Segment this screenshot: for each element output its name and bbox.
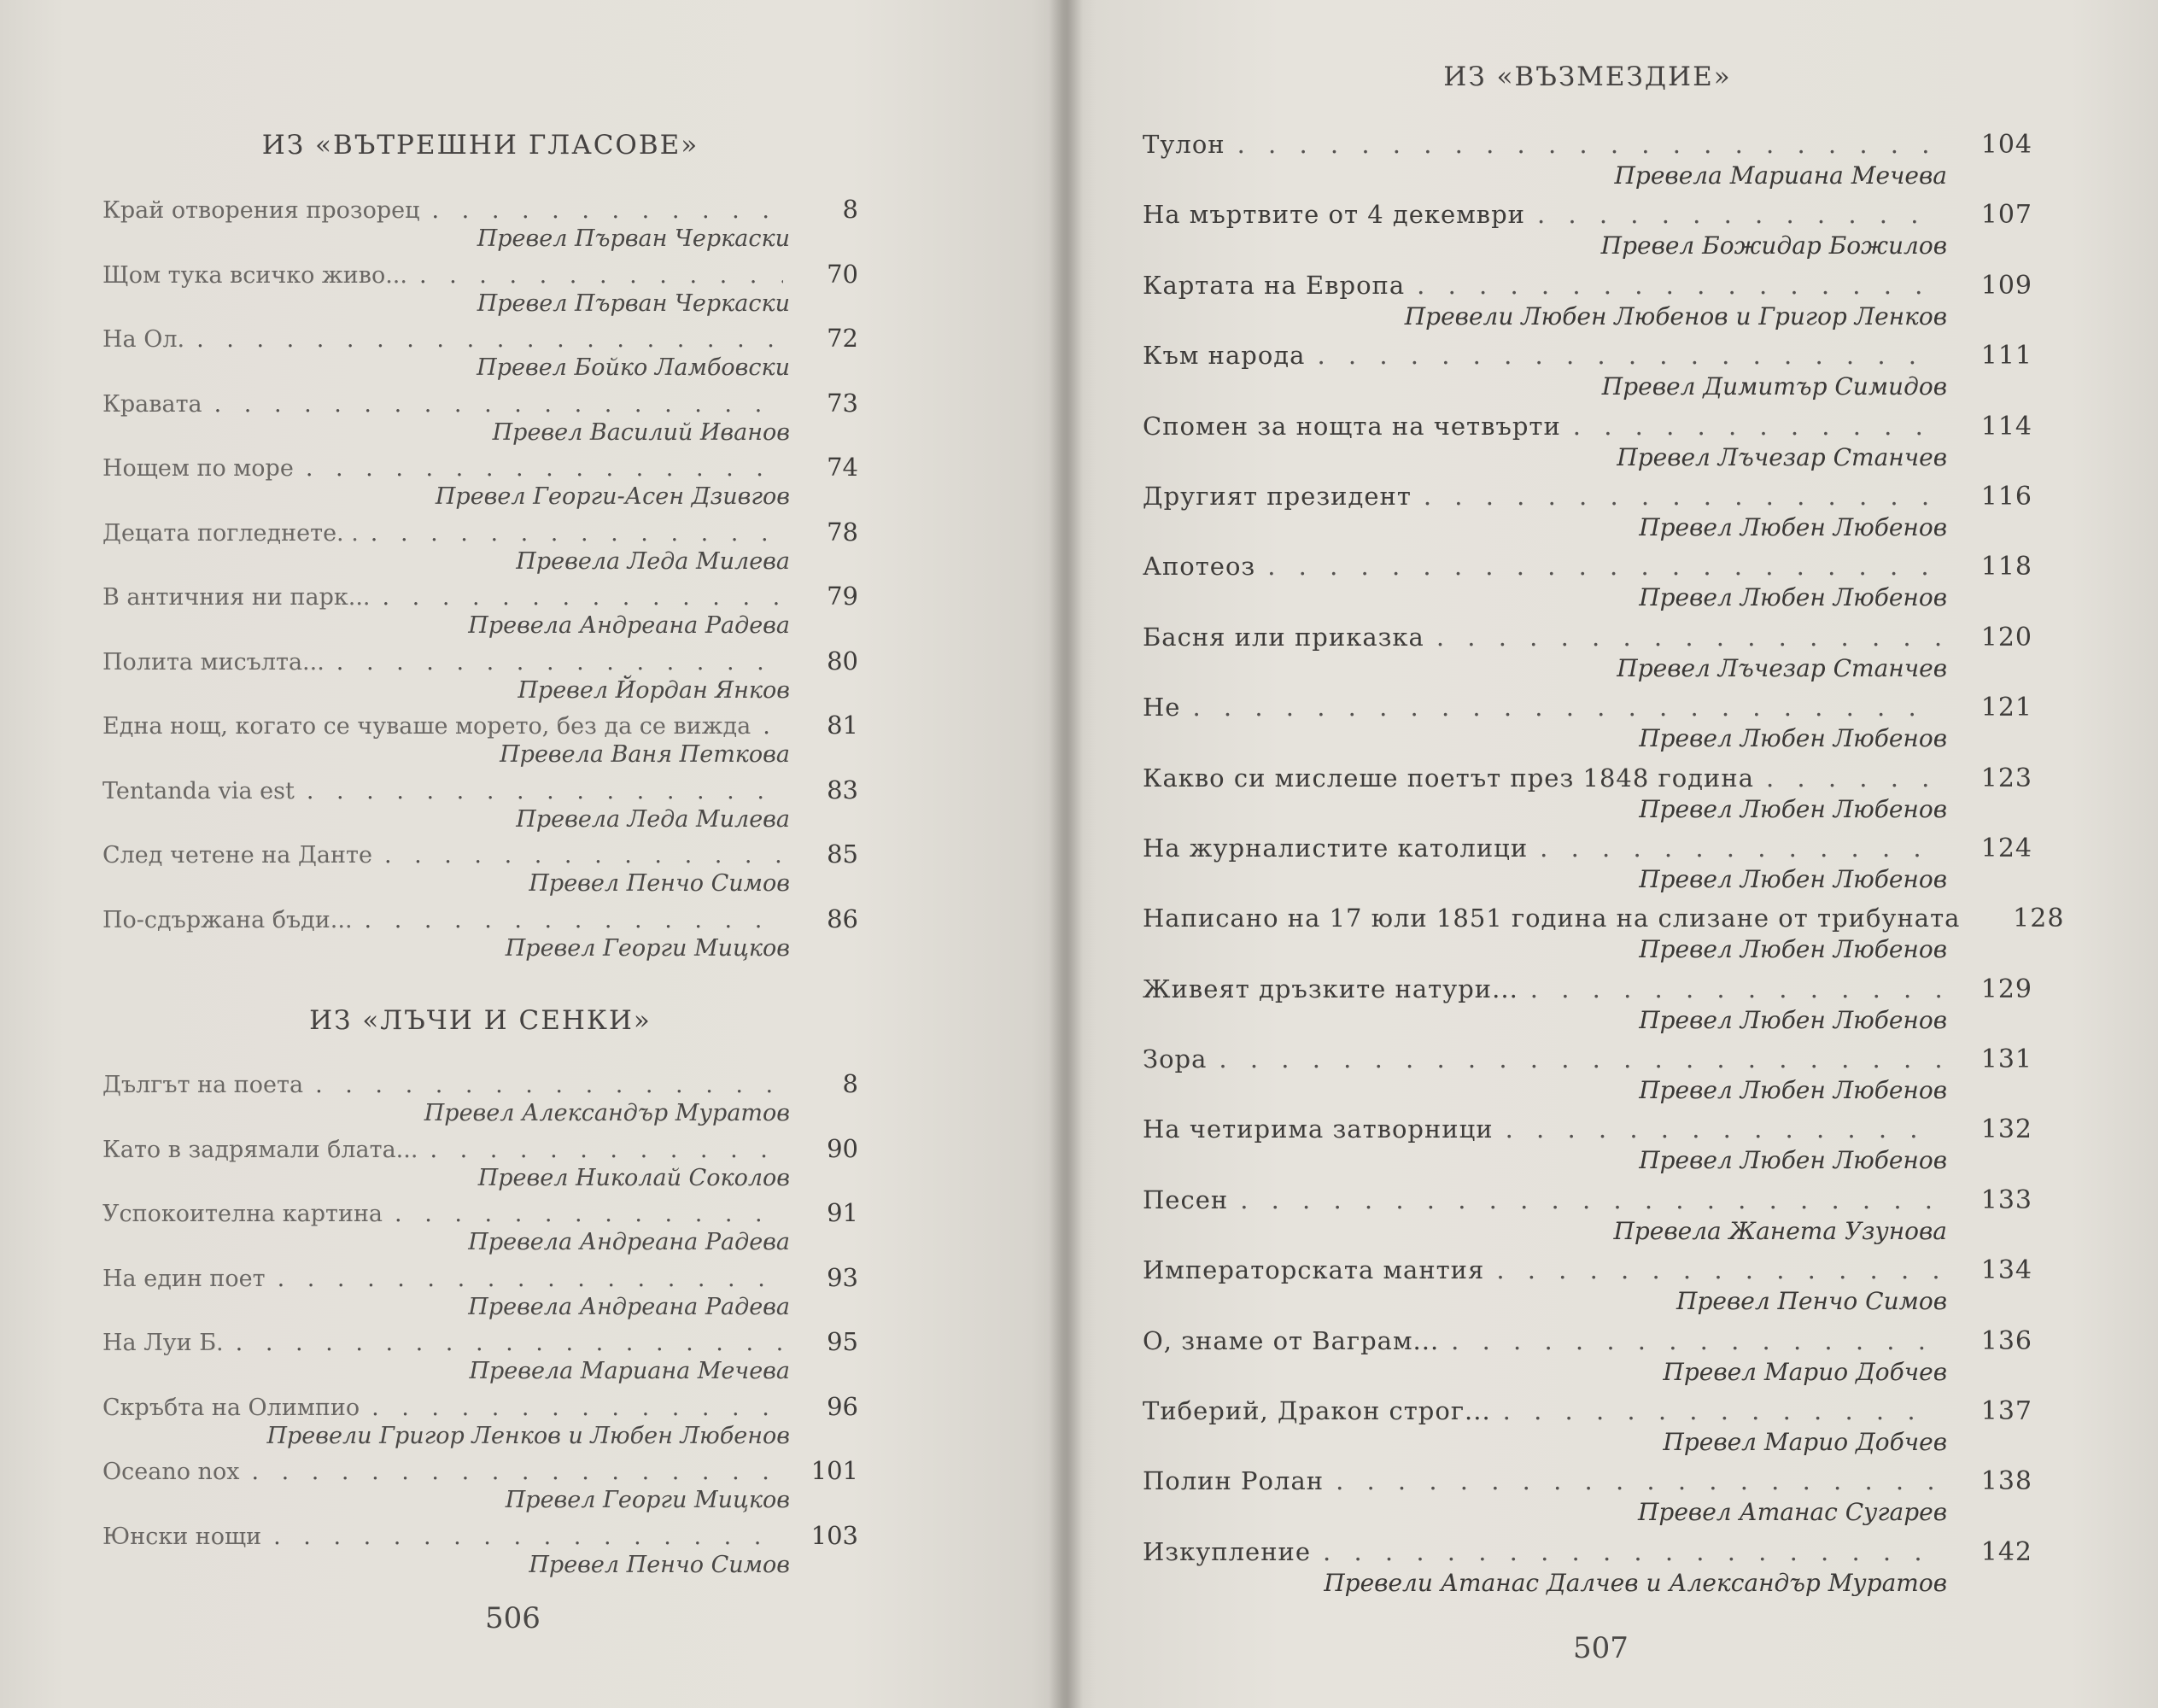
page-number: 74 [827,453,858,482]
toc-entry-line [1143,834,2032,863]
toc-entry [1143,552,2032,622]
page-number: 136 [1980,1325,2032,1356]
toc-entry [102,646,858,711]
page-number: 109 [1980,270,2032,301]
toc-entry-line [1143,200,2032,230]
dot-leader [1192,693,1940,722]
section-title-vazmezdie: ИЗ «ВЪЗМЕЗДИЕ» [1443,61,1732,92]
toc-entry-line [102,1263,858,1292]
page-number: 123 [1980,763,2032,793]
dot-leader [1451,1326,1940,1355]
page-number: 96 [827,1391,858,1421]
toc-entry [102,195,858,260]
toc-entry [102,1327,858,1392]
translator-credit: Превел Пенчо Симов [529,1551,790,1578]
translator-credit: Превел Димитър Симидов [1601,372,1947,401]
poem-title: Песен [1143,1184,1229,1214]
poem-title: Полин Ролан [1143,1466,1325,1496]
page-number: 116 [1980,481,2032,512]
page-number: 137 [1980,1396,2032,1427]
page-number: 93 [827,1262,858,1292]
dot-leader [1537,200,1940,229]
page-folio-left: 506 [485,1601,541,1635]
translator-credit: Превела Жанета Узунова [1613,1216,1947,1245]
poem-title: Какво си мислеше поетът през 1848 година [1143,763,1754,793]
dot-leader [1506,1114,1940,1144]
dot-leader [763,713,783,740]
toc-entry-line [1143,1255,2032,1285]
translator-credit: Превела Андреана Радева [468,612,790,639]
dot-leader [432,197,783,224]
page-number: 86 [827,904,858,933]
toc-entry [1143,834,2032,904]
toc-entry [1143,482,2032,552]
poem-title: Зора [1143,1044,1208,1074]
dot-leader [251,1459,783,1485]
page-number: 114 [1980,411,2032,442]
translator-credit: Превел Лъчезар Станчев [1617,442,1947,471]
toc-entry [102,582,858,646]
translator-credit: Превел Бойко Ламбовски [477,354,790,381]
toc-entry [1143,693,2032,763]
poem-title: На журналистите католици [1143,833,1529,863]
toc-list-vazmezdie [1143,130,2065,1607]
translator-credit: Превела Мариана Мечева [1614,161,1947,190]
toc-entry-line [1143,1396,2032,1426]
dot-leader [419,262,783,289]
toc-entry [102,1456,858,1521]
toc-entry [102,389,858,453]
translator-credit: Превела Андреана Радева [468,1229,790,1255]
toc-entry [102,711,858,775]
page-number: 134 [1980,1255,2032,1286]
poem-title: На мъртвите от 4 декември [1143,200,1525,230]
toc-entry-line [1143,271,2032,301]
toc-entry-line [102,1134,858,1163]
toc-entry [1143,1044,2032,1114]
poem-title: Не [1143,693,1181,722]
translator-credit: Превел Любен Любенов [1639,1005,1947,1034]
toc-entry-line [1143,763,2032,793]
toc-entry [102,1392,858,1457]
translator-credit: Превел Александър Муратов [424,1100,790,1126]
toc-entry [102,1198,858,1263]
page-number: 120 [1980,622,2032,652]
toc-entry-line [102,1456,858,1485]
toc-entry [102,1521,858,1586]
page-number: 101 [810,1456,858,1485]
page-number: 129 [1980,974,2032,1004]
poem-title: Тулон [1143,130,1225,159]
toc-entry-line [1143,693,2032,722]
toc-entry-line [102,646,858,676]
dot-leader [1540,834,1940,863]
page-number: 81 [827,711,858,740]
toc-entry-line [1143,1044,2032,1074]
right-page [1063,0,2158,1708]
toc-entry [1143,974,2032,1044]
toc-entry [1143,1396,2032,1466]
dot-leader [1436,623,1940,652]
poem-title: Написано на 17 юли 1851 година на слизане от трибуната [1143,904,1961,933]
page-number: 128 [2013,904,2065,934]
poem-title: Скръбта на Олимпио [102,1394,360,1421]
toc-entry-line [102,518,858,547]
toc-entry [102,775,858,840]
toc-entry-line [1143,904,2065,934]
page-number: 73 [827,388,858,418]
toc-list-vatreshni-glasove [102,195,858,968]
poem-title: На четирима затворници [1143,1114,1494,1144]
toc-entry-line [1143,1466,2032,1496]
dot-leader [1530,974,1940,1003]
dot-leader [371,1395,783,1421]
dot-leader [315,1072,783,1098]
page-number: 138 [1980,1466,2032,1497]
poem-title: Кравата [102,390,202,418]
poem-title: Към народа [1143,341,1306,371]
page-number: 8 [842,1069,858,1098]
toc-entry-line [1143,341,2032,371]
poem-title: В античния ни парк... [102,584,371,611]
dot-leader [1267,552,1940,581]
poem-title: Oceano nox [102,1459,240,1485]
dot-leader [384,842,783,869]
translator-credit: Превел Любен Любенов [1639,583,1947,612]
toc-entry-line [102,389,858,418]
translator-credit: Превел Любен Любенов [1639,794,1947,823]
poem-title: Спомен за нощта на четвърти [1143,411,1561,441]
page-number: 131 [1980,1044,2032,1075]
toc-entry [1143,341,2032,411]
toc-entry-line [102,324,858,353]
page-folio-right: 507 [1573,1631,1629,1665]
translator-credit: Превел Йордан Янков [518,676,790,704]
toc-entry [1143,763,2032,834]
dot-leader [1323,1537,1940,1566]
page-number: 142 [1980,1536,2032,1567]
translator-credit: Превел Василий Иванов [492,418,790,446]
poem-title: На Ол. [102,326,185,353]
toc-entry [1143,1114,2032,1184]
page-number: 85 [827,839,858,869]
dot-leader [307,778,783,804]
translator-credit: Превел Пенчо Симов [529,870,790,897]
dot-leader [1219,1044,1940,1073]
page-number: 132 [1980,1114,2032,1145]
translator-credit: Превел Любен Любенов [1639,1076,1947,1105]
poem-title: Императорската мантия [1143,1255,1485,1285]
toc-entry-line [102,1521,858,1550]
translator-credit: Превел Любен Любенов [1639,1146,1947,1175]
toc-entry-line [1143,974,2032,1004]
poem-title: Успокоителна картина [102,1201,383,1227]
toc-entry-line [102,775,858,804]
dot-leader [1417,271,1940,300]
translator-credit: Превела Мариана Мечева [469,1358,790,1384]
page-number: 103 [810,1520,858,1550]
poem-title: По-сдържана бъди... [102,906,353,933]
poem-title: Тиберий, Дракон строг... [1143,1396,1491,1426]
toc-entry-line [102,195,858,224]
dot-leader [306,455,783,482]
translator-credit: Превел Първан Черкаски [477,290,790,317]
page-number: 124 [1980,833,2032,863]
poem-title: Картата на Европа [1143,270,1406,300]
toc-entry-line [102,904,858,933]
page-number: 79 [827,582,858,611]
translator-credit: Превел Георги Мицков [505,934,790,962]
toc-entry [1143,623,2032,693]
translator-credit: Превел Николай Соколов [477,1164,790,1191]
translator-credit: Превела Андреана Радева [468,1293,790,1320]
toc-entry-line [102,1327,858,1356]
translator-credit: Превел Георги Мицков [505,1487,790,1513]
translator-credit: Превели Григор Ленков и Любен Любенов [266,1422,790,1449]
page-number: 8 [842,195,858,224]
page-number: 95 [827,1327,858,1356]
page-number: 111 [1980,341,2032,371]
translator-credit: Превел Атанас Сугарев [1638,1498,1947,1527]
dot-leader [1766,763,1940,793]
toc-entry-line [102,453,858,482]
page-number: 83 [827,775,858,804]
dot-leader [214,391,783,418]
toc-entry [102,1263,858,1328]
toc-entry-line [1143,130,2032,160]
poem-title: Изкупление [1143,1536,1312,1566]
poem-title: На Луи Б. [102,1330,224,1356]
dot-leader [395,1201,783,1227]
poem-title: Нощем по море [102,455,294,482]
translator-credit: Превел Пенчо Симов [1676,1287,1947,1316]
poem-title: Щом тука всичко живо... [102,261,407,289]
dot-leader [1496,1255,1940,1284]
book-gutter [1049,0,1083,1708]
dot-leader [196,326,783,353]
section-title-vatreshni-glasove: ИЗ «ВЪТРЕШНИ ГЛАСОВЕ» [261,130,699,161]
poem-title: Като в задрямали блата... [102,1136,418,1163]
page-number: 70 [827,259,858,289]
dot-leader [1240,1185,1940,1214]
toc-entry [1143,1326,2032,1396]
toc-entry-line [102,582,858,611]
page-number: 104 [1980,130,2032,160]
poem-title: На един поет [102,1265,266,1292]
dot-leader [1237,130,1940,159]
poem-title: Една нощ, когато се чуваше морето, без да се вижда [102,713,751,740]
toc-entry [1143,904,2065,974]
translator-credit: Превел Любен Любенов [1639,935,1947,964]
toc-entry [1143,1185,2032,1255]
translator-credit: Превел Любен Любенов [1639,724,1947,753]
toc-entry-line [102,839,858,869]
toc-entry-line [1143,1326,2032,1356]
toc-entry [102,1134,858,1199]
toc-entry [1143,271,2032,341]
translator-credit: Превела Леда Милева [516,805,790,833]
poem-title: Край отворения прозорец [102,197,420,224]
section-title-lachi-i-senki: ИЗ «ЛЪЧИ И СЕНКИ» [309,1005,652,1036]
dot-leader [1317,341,1940,370]
dot-leader [365,907,783,933]
toc-entry [102,904,858,969]
toc-entry [102,1069,858,1134]
page-number: 72 [827,324,858,353]
poem-title: Tentanda via est [102,777,295,804]
dot-leader [336,649,783,676]
poem-title: Живеят дръзките натури... [1143,974,1518,1003]
left-page [0,0,1063,1708]
toc-entry [1143,200,2032,270]
page-number: 90 [827,1133,858,1163]
translator-credit: Превел Лъчезар Станчев [1617,653,1947,682]
toc-entry-line [1143,1185,2032,1215]
translator-credit: Превел Георги-Асен Дзивгов [435,483,790,510]
poem-title: Басня или приказка [1143,622,1424,652]
toc-entry [102,518,858,582]
dot-leader [1573,412,1940,441]
page-number: 118 [1980,552,2032,582]
toc-entry-line [1143,1114,2032,1144]
dot-leader [1424,482,1940,511]
page-number: 121 [1980,693,2032,723]
toc-entry-line [102,1392,858,1421]
dot-leader [430,1137,783,1163]
toc-list-lachi-i-senki [102,1069,858,1585]
toc-entry-line [1143,412,2032,442]
toc-entry [1143,412,2032,482]
translator-credit: Превели Атанас Далчев и Александър Муратов [1324,1568,1947,1597]
poem-title: Юнски нощи [102,1523,262,1550]
translator-credit: Превели Любен Любенов и Григор Ленков [1404,301,1947,330]
toc-entry-line [102,260,858,289]
toc-entry [1143,1466,2032,1536]
toc-entry [102,453,858,518]
poem-title: След четене на Данте [102,842,372,869]
toc-entry [102,839,858,904]
toc-entry-line [102,711,858,740]
toc-entry [1143,1537,2032,1607]
poem-title: Полита мисълта... [102,648,325,676]
dot-leader [382,584,783,611]
poem-title: Децата погледнете. . [102,519,359,547]
dot-leader [1336,1466,1940,1495]
page-number: 80 [827,646,858,676]
page-number: 91 [827,1198,858,1227]
page-number: 107 [1980,200,2032,231]
dot-leader [236,1330,783,1356]
dot-leader [273,1524,783,1550]
dot-leader [1503,1396,1940,1425]
translator-credit: Превел Любен Любенов [1639,512,1947,541]
page-number: 78 [827,517,858,547]
toc-entry-line [1143,623,2032,652]
translator-credit: Превела Леда Милева [516,547,790,575]
toc-entry [1143,1255,2032,1325]
page-number: 133 [1980,1184,2032,1215]
translator-credit: Превел Марио Добчев [1663,1357,1947,1386]
poem-title: Апотеоз [1143,552,1256,582]
toc-entry-line [102,1069,858,1098]
toc-entry [1143,130,2032,200]
toc-entry-line [1143,482,2032,512]
translator-credit: Превел Любен Любенов [1639,864,1947,893]
translator-credit: Превела Ваня Петкова [500,741,790,768]
dot-leader [278,1266,783,1292]
toc-entry [102,324,858,389]
dot-leader [371,520,783,547]
toc-entry [102,260,858,325]
toc-entry-line [102,1198,858,1227]
toc-entry-line [1143,552,2032,582]
poem-title: Дългът на поета [102,1072,304,1098]
poem-title: О, знаме от Ваграм... [1143,1325,1440,1355]
translator-credit: Превел Божидар Божилов [1600,231,1947,260]
translator-credit: Превел Първан Черкаски [477,225,790,252]
poem-title: Другият президент [1143,481,1412,511]
toc-entry-line [1143,1537,2032,1567]
translator-credit: Превел Марио Добчев [1663,1428,1947,1457]
